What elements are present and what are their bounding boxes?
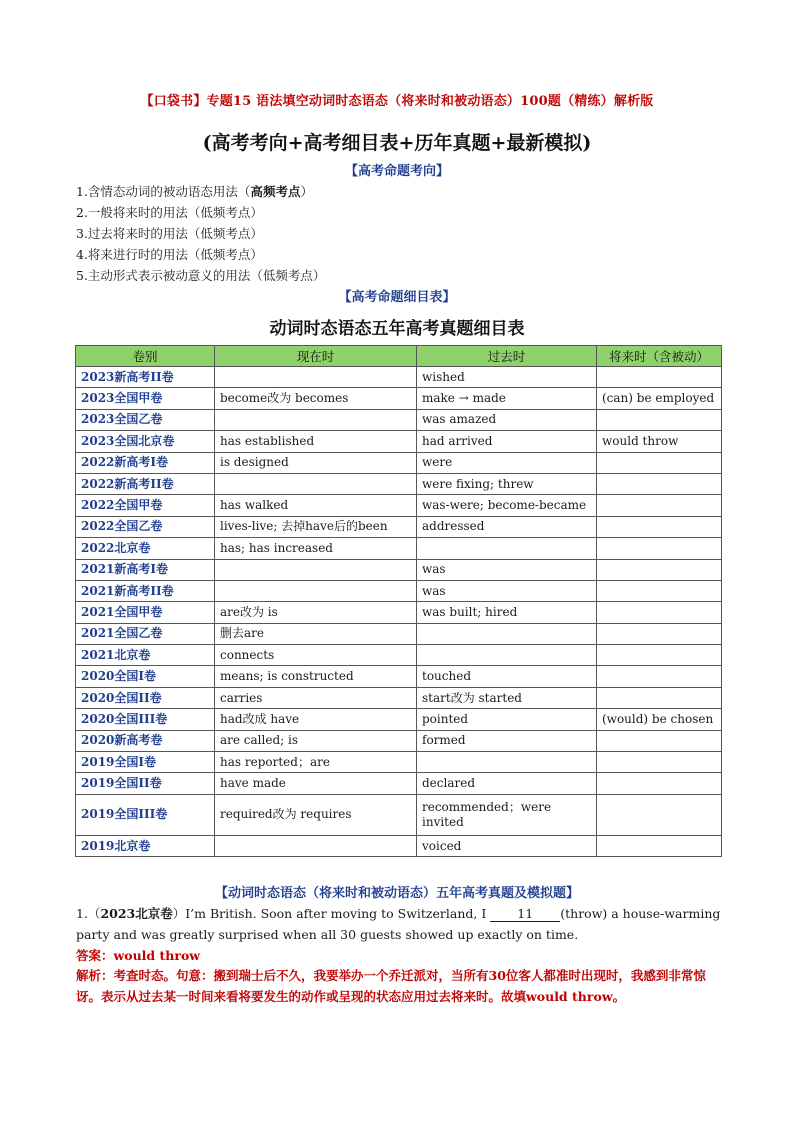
cell-present: has established [215, 431, 417, 452]
table-row [76, 730, 722, 751]
exam-detail-table [75, 345, 722, 857]
cell-paper: 2022全国甲卷 [76, 495, 215, 516]
cell-paper: 2020全国III卷 [76, 709, 215, 730]
cell-paper: 2021全国乙卷 [76, 623, 215, 644]
table-row [76, 752, 722, 773]
table-row [76, 709, 722, 730]
cell-present [215, 835, 417, 856]
exam-point: 4.将来进行时的用法（低频考点） [76, 247, 263, 262]
table-row [76, 431, 722, 452]
exam-points-list [76, 181, 325, 286]
question-1: 1.（2023北京卷）I’m British. Soon after moving to Switzerland, I 11 (throw) a house-warming party and was greatly surprised when all 30 guests showed up exactly on time. [76, 906, 721, 942]
cell-past: were fixing; threw [417, 473, 597, 494]
cell-past: was-were; become-became [417, 495, 597, 516]
cell-present: become改为 becomes [215, 388, 417, 409]
header-paper: 卷别 [76, 346, 215, 367]
table-row [76, 623, 722, 644]
cell-present [215, 559, 417, 580]
cell-past: pointed [417, 709, 597, 730]
table-row [76, 687, 722, 708]
cell-present: required改为 requires [215, 794, 417, 835]
cell-past: was [417, 580, 597, 601]
cell-past: had arrived [417, 431, 597, 452]
table-row [76, 794, 722, 835]
cell-future [597, 794, 722, 835]
cell-future [597, 687, 722, 708]
cell-present: has reported；are [215, 752, 417, 773]
section-heading-exam-directions: 【高考命题考向】 [344, 164, 449, 179]
document-title: 【口袋书】专题15 语法填空动词时态语态（将来时和被动语态）100题（精练）解析版 [140, 94, 654, 109]
cell-future [597, 516, 722, 537]
cell-present [215, 580, 417, 601]
cell-past: addressed [417, 516, 597, 537]
cell-past [417, 538, 597, 559]
cell-past: was [417, 559, 597, 580]
cell-present [215, 409, 417, 430]
cell-future [597, 452, 722, 473]
table-row [76, 516, 722, 537]
cell-present: have made [215, 773, 417, 794]
table-row [76, 645, 722, 666]
cell-paper: 2021北京卷 [76, 645, 215, 666]
exam-point: 3.过去将来时的用法（低频考点） [76, 226, 263, 241]
cell-paper: 2019北京卷 [76, 835, 215, 856]
cell-present: is designed [215, 452, 417, 473]
cell-paper: 2022全国乙卷 [76, 516, 215, 537]
exam-point: 1.含情态动词的被动语态用法（高频考点） [76, 184, 313, 199]
cell-past: touched [417, 666, 597, 687]
cell-future [597, 538, 722, 559]
cell-past: recommended；were invited [417, 794, 597, 835]
cell-past: wished [417, 367, 597, 388]
cell-past: make → made [417, 388, 597, 409]
cell-future [597, 623, 722, 644]
table-row [76, 409, 722, 430]
table-row [76, 452, 722, 473]
header-future: 将来时（含被动） [597, 346, 722, 367]
cell-paper: 2023全国乙卷 [76, 409, 215, 430]
cell-present: lives-live; 去掉have后的been [215, 516, 417, 537]
cell-paper: 2021全国甲卷 [76, 602, 215, 623]
cell-paper: 2022新高考II卷 [76, 473, 215, 494]
table-header-row [76, 346, 722, 367]
cell-paper: 2023全国甲卷 [76, 388, 215, 409]
table-row [76, 580, 722, 601]
cell-future [597, 773, 722, 794]
cell-paper: 2023新高考II卷 [76, 367, 215, 388]
cell-paper: 2019全国I卷 [76, 752, 215, 773]
cell-future [597, 835, 722, 856]
explanation-text: 解析：考查时态。句意：搬到瑞士后不久，我要举办一个乔迁派对，当所有30位客人都准时出现时，我感到非常惊讶。表示从过去某一时间来看将要发生的动作或呈现的状态应用过去将来时。故填would throw。 [76, 968, 706, 1004]
cell-future [597, 580, 722, 601]
exam-point: 2.一般将来时的用法（低频考点） [76, 205, 263, 220]
cell-present: carries [215, 687, 417, 708]
cell-past: was built; hired [417, 602, 597, 623]
cell-present [215, 367, 417, 388]
table-row [76, 473, 722, 494]
cell-past: voiced [417, 835, 597, 856]
cell-future [597, 473, 722, 494]
cell-paper: 2021新高考II卷 [76, 580, 215, 601]
table-row [76, 538, 722, 559]
section-heading-detail-table: 【高考命题细目表】 [338, 290, 456, 305]
cell-paper: 2020全国I卷 [76, 666, 215, 687]
cell-present: 删去are [215, 623, 417, 644]
cell-future [597, 367, 722, 388]
cell-present [215, 473, 417, 494]
cell-future: (would) be chosen [597, 709, 722, 730]
exam-point: 5.主动形式表示被动意义的用法（低频考点） [76, 268, 326, 283]
cell-past: was amazed [417, 409, 597, 430]
header-past: 过去时 [417, 346, 597, 367]
cell-paper: 2021新高考I卷 [76, 559, 215, 580]
cell-present: are called; is [215, 730, 417, 751]
cell-future [597, 602, 722, 623]
cell-past: were [417, 452, 597, 473]
table-title: 动词时态语态五年高考真题细目表 [269, 319, 525, 339]
cell-future [597, 666, 722, 687]
cell-future: (can) be employed [597, 388, 722, 409]
cell-past: declared [417, 773, 597, 794]
table-row [76, 602, 722, 623]
cell-future [597, 730, 722, 751]
cell-paper: 2022北京卷 [76, 538, 215, 559]
cell-past [417, 645, 597, 666]
cell-paper: 2019全国III卷 [76, 794, 215, 835]
cell-past: formed [417, 730, 597, 751]
cell-paper: 2019全国II卷 [76, 773, 215, 794]
cell-present: connects [215, 645, 417, 666]
section-heading-questions: 【动词时态语态（将来时和被动语态）五年高考真题及模拟题】 [214, 886, 579, 901]
cell-future: would throw [597, 431, 722, 452]
cell-present: has; has increased [215, 538, 417, 559]
cell-paper: 2020全国II卷 [76, 687, 215, 708]
table-row [76, 559, 722, 580]
header-present: 现在时 [215, 346, 417, 367]
cell-future [597, 752, 722, 773]
table-row [76, 666, 722, 687]
table-row [76, 367, 722, 388]
cell-present: means; is constructed [215, 666, 417, 687]
table-row [76, 835, 722, 856]
cell-future [597, 645, 722, 666]
cell-future [597, 559, 722, 580]
cell-future [597, 495, 722, 516]
document-subtitle: (高考考向+高考细目表+历年真题+最新模拟) [202, 132, 592, 154]
cell-paper: 2023全国北京卷 [76, 431, 215, 452]
cell-paper: 2022新高考I卷 [76, 452, 215, 473]
answer-text: 答案：would throw [76, 948, 201, 963]
cell-past [417, 623, 597, 644]
cell-present: has walked [215, 495, 417, 516]
cell-future [597, 409, 722, 430]
cell-paper: 2020新高考卷 [76, 730, 215, 751]
cell-past [417, 752, 597, 773]
table-row [76, 495, 722, 516]
cell-past: start改为 started [417, 687, 597, 708]
table-row [76, 773, 722, 794]
table-row [76, 388, 722, 409]
cell-present: are改为 is [215, 602, 417, 623]
cell-present: had改成 have [215, 709, 417, 730]
answer-blank: 11 [490, 906, 560, 922]
